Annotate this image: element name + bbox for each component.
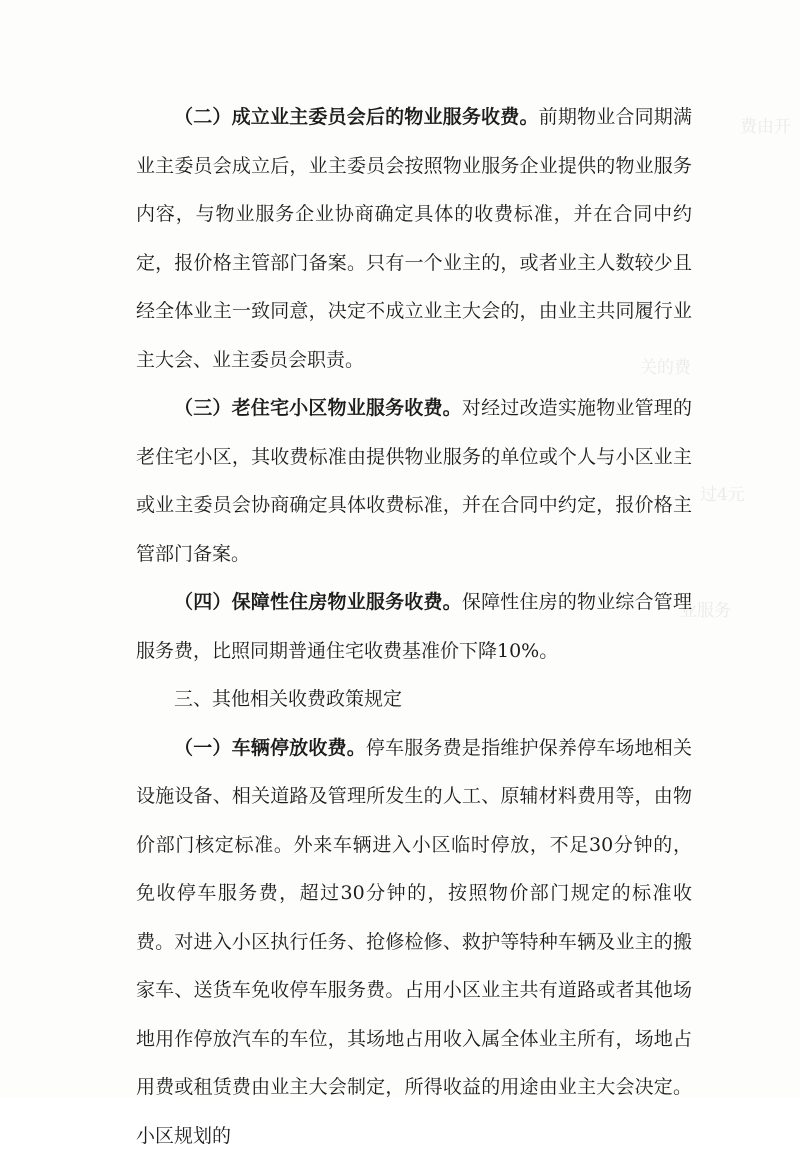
paragraph-section-2 xyxy=(136,93,692,384)
bleed-through-mark: 关的费 xyxy=(640,353,691,378)
paragraph-heading: （三）老住宅小区物业服务收费。 xyxy=(174,397,462,419)
paragraph-text: 保障性住房的物业综合管理服务费，比照同期普通住宅收费基准价下降10%。 xyxy=(136,591,692,662)
document-body xyxy=(136,93,692,1160)
paragraph-section-3 xyxy=(136,384,692,578)
bleed-through-mark: 费由开 xyxy=(740,112,791,137)
section-heading-other-fees xyxy=(136,675,692,724)
paragraph-heading: （四）保障性住房物业服务收费。 xyxy=(174,591,462,613)
bleed-through-mark: 业服务 xyxy=(680,596,731,621)
paragraph-text: 前期物业合同期满业主委员会成立后，业主委员会按照物业服务企业提供的物业服务内容，与物业服务企业协商确定具体的收费标准，并在合同中约定，报价格主管部门备案。只有一个业主的，或者业主人数较少且经全体业主一致同意，决定不成立业主大会的，由业主共同履行业主大会、业主委员会职责。 xyxy=(136,106,692,371)
bleed-through-mark: 过4元 xyxy=(700,480,745,505)
paragraph-text: 对经过改造实施物业管理的老住宅小区，其收费标准由提供物业服务的单位或个人与小区业主或业主委员会协商确定具体收费标准，并在合同中约定，报价格主管部门备案。 xyxy=(136,397,692,565)
paragraph-section-4 xyxy=(136,578,692,675)
paragraph-heading: （二）成立业主委员会后的物业服务收费。 xyxy=(174,106,539,128)
paragraph-text: 停车服务费是指维护保养停车场地相关设施设备、相关道路及管理所发生的人工、原辅材料费用等，由物价部门核定标准。外来车辆进入小区临时停放，不足30分钟的，免收停车服务费，超过30分钟的，按照物价部门规定的标准收费。对进入小区执行任务、抢修检修、救护等特种车辆及业主的搬家车、送货车免收停车服务费。占用小区业主共有道路或者其他场地用作停放汽车的车位，其场地占用收入属全体业主所有，场地占用费或租赁费由业主大会制定，所得收益的用途由业主大会决定。小区规划的 xyxy=(136,737,692,1147)
paragraph-vehicle-parking xyxy=(136,724,692,1160)
paragraph-heading: （一）车辆停放收费。 xyxy=(174,737,366,759)
paragraph-text: 三、其他相关收费政策规定 xyxy=(174,688,402,710)
